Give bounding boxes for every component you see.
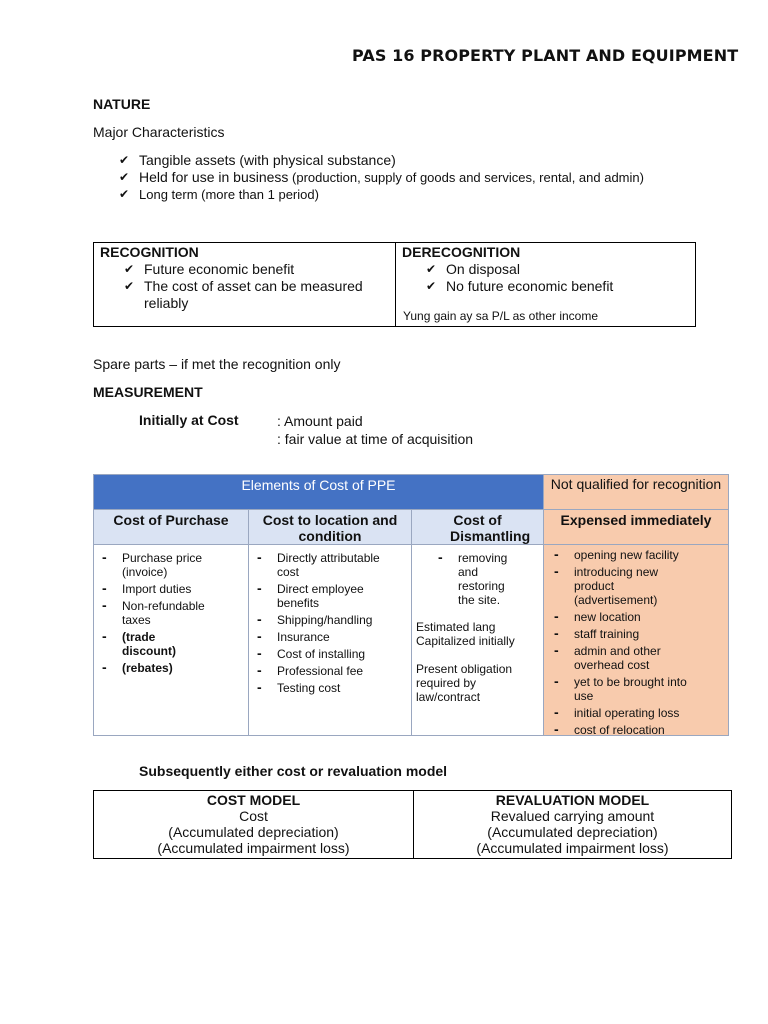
measurement-heading: MEASUREMENT: [93, 384, 203, 400]
expensed-cell: [544, 545, 728, 735]
nature-subheading: Major Characteristics: [93, 124, 225, 140]
elements-of-cost-table: [93, 474, 729, 736]
list-item: - new location: [550, 610, 722, 624]
list-item: - Shipping/handling: [253, 613, 407, 627]
list-item: - Cost of installing: [253, 647, 407, 661]
derecognition-note: Yung gain ay sa P/L as other income: [403, 309, 599, 323]
list-item: - yet to be brought into use: [550, 675, 704, 703]
list-item: ✔ On disposal: [424, 261, 689, 278]
list-item: - removing and restoring the site.: [434, 551, 518, 607]
list-item: - introducing new product (advertisement): [550, 565, 674, 607]
cost-model-cell: COST MODEL Cost (Accumulated depreciation) (Accumulated impairment loss): [94, 791, 414, 858]
derecognition-list: [424, 261, 689, 295]
list-item: ✔ No future economic benefit: [424, 278, 689, 295]
list-item: - opening new facility: [550, 548, 722, 562]
column-header: Expensed immediately: [544, 510, 728, 544]
column-header: Cost of Dismantling: [412, 510, 543, 544]
list-item: - Direct employee benefits: [253, 582, 381, 610]
list-item: - staff training: [550, 627, 722, 641]
purchase-list: [98, 551, 244, 675]
list-item: - Non-refundable taxes: [98, 599, 218, 627]
list-item: - (trade discount): [98, 630, 192, 658]
recognition-table: [93, 242, 696, 327]
list-item: ✔ Long term (more than 1 period): [117, 186, 644, 203]
list-item: - (rebates): [98, 661, 244, 675]
list-item: - Insurance: [253, 630, 407, 644]
expensed-list: [550, 548, 722, 737]
dismantling-cell: [412, 545, 543, 735]
list-item: - initial operating loss: [550, 706, 722, 720]
list-item: - Professional fee: [253, 664, 407, 678]
list-item: ✔ Future economic benefit: [122, 261, 389, 278]
initial-cost-label: Initially at Cost: [139, 412, 239, 428]
nature-list: [117, 152, 644, 203]
list-item: - Testing cost: [253, 681, 407, 695]
location-list: [253, 551, 407, 695]
measurement-lines: : Amount paid : fair value at time of acquisition: [277, 413, 474, 447]
column-header: Cost to location and condition: [249, 510, 411, 544]
recognition-cell: [94, 243, 396, 326]
list-item: ✔ Held for use in business (production, supply of goods and services, rental, and admin): [117, 169, 644, 186]
dismantling-note: Estimated lang Capitalized initially: [416, 620, 515, 648]
models-table: [93, 790, 732, 859]
purchase-cell: [94, 545, 248, 735]
list-item: - admin and other overhead cost: [550, 644, 674, 672]
list-item: - Directly attributable cost: [253, 551, 381, 579]
dismantling-list: [416, 551, 539, 607]
location-cell: [249, 545, 411, 735]
list-item: ✔ Tangible assets (with physical substance): [117, 152, 644, 169]
list-item: - Purchase price (invoice): [98, 551, 214, 579]
recognition-list: [122, 261, 389, 312]
list-item: ✔ The cost of asset can be measured reliably: [122, 278, 389, 312]
not-qualified-header: Not qualified for recognition: [543, 475, 728, 509]
derecognition-heading: DERECOGNITION: [402, 244, 521, 260]
list-item: - Import duties: [98, 582, 244, 596]
spare-parts-text: Spare parts – if met the recognition only: [93, 356, 341, 372]
cost-model-heading: COST MODEL: [206, 792, 301, 808]
dismantling-note: Present obligation required by law/contract: [416, 662, 513, 704]
list-item: - cost of relocation: [550, 723, 722, 737]
nature-heading: NATURE: [93, 96, 151, 112]
recognition-heading: RECOGNITION: [100, 244, 199, 260]
subsequent-heading: Subsequently either cost or revaluation model: [139, 763, 448, 779]
elements-header: Elements of Cost of PPE: [94, 475, 543, 509]
column-header: Cost of Purchase: [94, 510, 248, 544]
revaluation-model-cell: REVALUATION MODEL Revalued carrying amount (Accumulated depreciation) (Accumulated impairment loss): [414, 791, 731, 858]
page-title: PAS 16 PROPERTY PLANT AND EQUIPMENT: [352, 46, 739, 65]
derecognition-cell: [396, 243, 695, 326]
revaluation-model-heading: REVALUATION MODEL: [495, 792, 650, 808]
